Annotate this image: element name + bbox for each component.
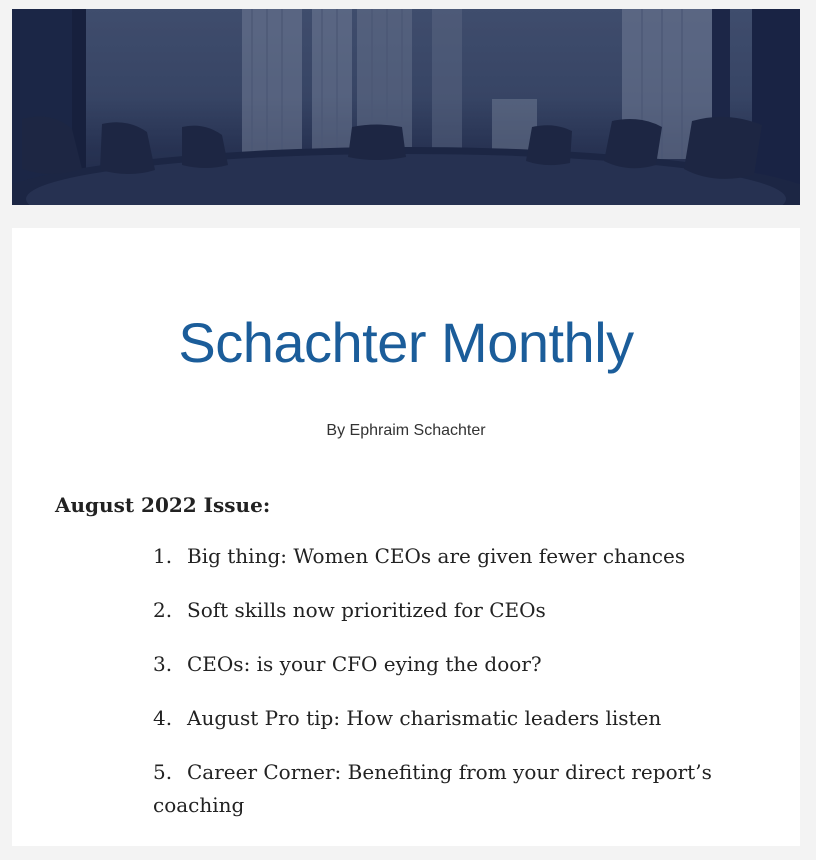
newsletter-card: [12, 228, 800, 846]
issue-heading: August 2022 Issue:: [55, 493, 271, 517]
item-number: 3.: [153, 652, 173, 676]
item-number: 4.: [153, 706, 173, 730]
table-of-contents: [153, 540, 733, 843]
item-number: 2.: [153, 598, 173, 622]
item-text: CEOs: is your CFO eying the door?: [187, 652, 542, 676]
list-item: [153, 594, 733, 627]
item-text: August Pro tip: How charismatic leaders listen: [187, 706, 662, 730]
item-number: 1.: [153, 544, 173, 568]
header-banner-image: [12, 9, 800, 205]
newsletter-title: Schachter Monthly: [178, 311, 634, 374]
item-number: 5.: [153, 760, 173, 784]
list-item: [153, 540, 733, 573]
list-item: [153, 756, 733, 822]
list-item: [153, 648, 733, 681]
list-item: [153, 702, 733, 735]
item-text: Career Corner: Benefiting from your direct report’s coaching: [153, 760, 712, 817]
item-text: Soft skills now prioritized for CEOs: [187, 598, 546, 622]
author-byline: By Ephraim Schachter: [326, 422, 486, 439]
item-text: Big thing: Women CEOs are given fewer chances: [187, 544, 686, 568]
boardroom-illustration: [12, 9, 800, 205]
